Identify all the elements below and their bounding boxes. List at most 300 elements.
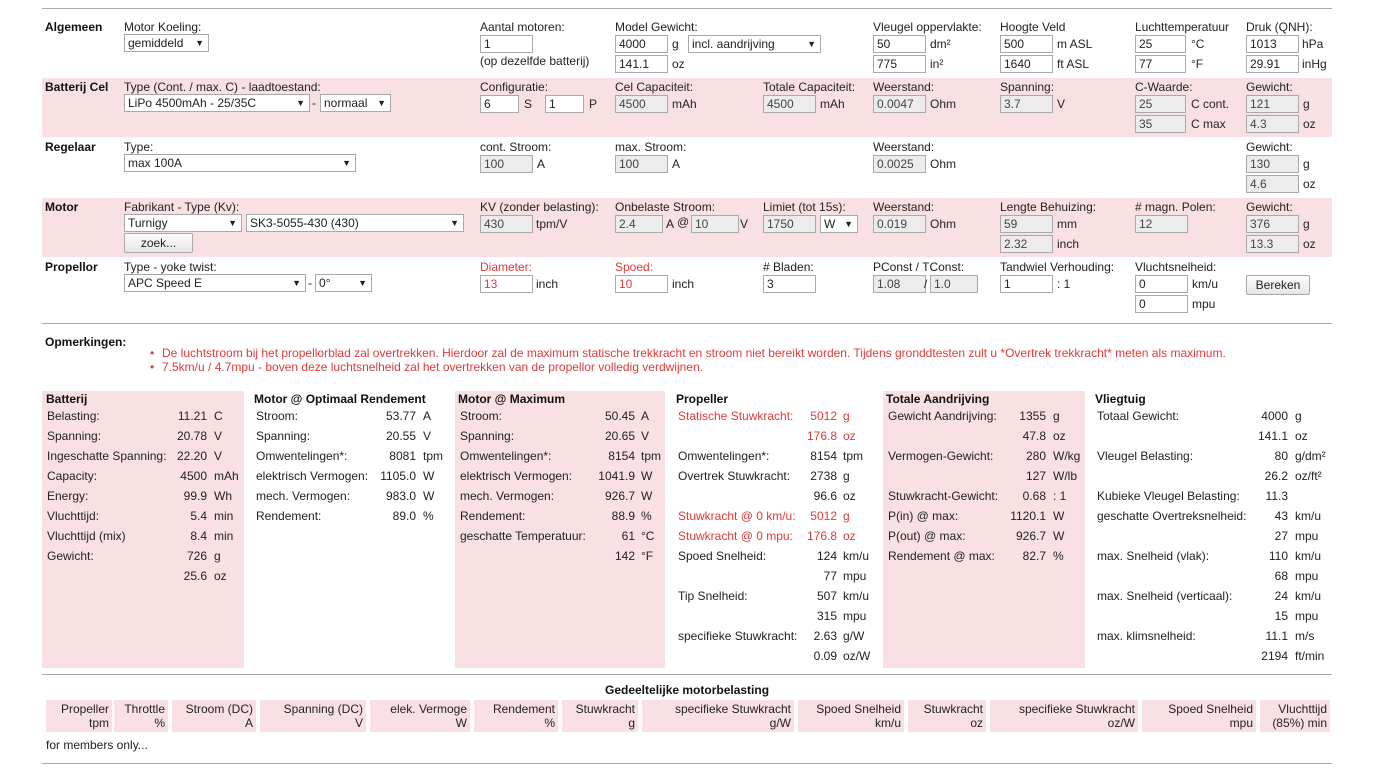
header-line-1: Stuwkracht bbox=[923, 702, 983, 716]
esc-cont-label: cont. Stroom: bbox=[480, 140, 552, 154]
header-line-1: specifieke Stuwkracht bbox=[1018, 702, 1135, 716]
prop-type-select[interactable]: APC Speed E ▼ bbox=[124, 274, 306, 292]
temp-c-input[interactable]: 25 bbox=[1135, 35, 1186, 53]
weight-mode-select[interactable]: incl. aandrijving ▼ bbox=[688, 35, 821, 53]
prop-type-label: Type - yoke twist: bbox=[124, 260, 217, 274]
result-unit: % bbox=[641, 509, 652, 523]
result-label: geschatte Overtreksnelheid: bbox=[1097, 509, 1247, 523]
header-line-2: V bbox=[354, 716, 363, 730]
length-label: Lengte Behuizing: bbox=[1000, 200, 1097, 214]
weight-g-unit: g bbox=[672, 37, 679, 51]
result-value: 110 bbox=[1268, 549, 1288, 563]
config-s-input[interactable]: 6 bbox=[480, 95, 519, 113]
result-value: 77 bbox=[823, 569, 837, 583]
partial-load-title: Gedeeltelijke motorbelasting bbox=[605, 683, 770, 697]
config-p-input[interactable]: 1 bbox=[545, 95, 584, 113]
esc-type-select[interactable]: max 100A ▼ bbox=[124, 154, 356, 172]
result-unit: km/u bbox=[1295, 509, 1322, 523]
esc-weight-g-unit: g bbox=[1303, 157, 1310, 171]
noload-v-field: 10 bbox=[691, 215, 739, 233]
table-header-cell bbox=[798, 700, 904, 732]
result-unit: W/lb bbox=[1053, 469, 1077, 483]
result-unit: g bbox=[843, 409, 850, 423]
esc-weight-oz-field: 4.6 bbox=[1246, 175, 1299, 193]
header-line-2: km/u bbox=[874, 716, 901, 730]
result-value: 5012 bbox=[810, 509, 837, 523]
motor-res-label: Weerstand: bbox=[873, 200, 935, 214]
tconst-field: 1.0 bbox=[930, 275, 978, 293]
cell-cap-unit: mAh bbox=[672, 97, 697, 111]
table-header-cell bbox=[1142, 700, 1256, 732]
pconst-slash: / bbox=[924, 277, 928, 291]
esc-weight-g-field: 130 bbox=[1246, 155, 1299, 173]
result-label: Totaal Gewicht: bbox=[1097, 409, 1180, 423]
result-value: 176.8 bbox=[806, 529, 837, 543]
esc-weight-label: Gewicht: bbox=[1246, 140, 1293, 154]
cell-cap-label: Cel Capaciteit: bbox=[615, 80, 694, 94]
result-value: 4000 bbox=[1261, 409, 1288, 423]
length-mm-field: 59 bbox=[1000, 215, 1053, 233]
result-unit: m/s bbox=[1295, 629, 1315, 643]
alt-m-input[interactable]: 500 bbox=[1000, 35, 1053, 53]
poles-label: # magn. Polen: bbox=[1135, 200, 1216, 214]
result-value: 5.4 bbox=[190, 509, 207, 523]
result-label: Gewicht Aandrijving: bbox=[888, 409, 997, 423]
result-label: elektrisch Vermogen: bbox=[256, 469, 369, 483]
battery-weight-g-unit: g bbox=[1303, 97, 1310, 111]
header-line-2: % bbox=[154, 716, 165, 730]
bottom-divider bbox=[42, 763, 1332, 764]
battery-volt-label: Spanning: bbox=[1000, 80, 1055, 94]
kv-label: KV (zonder belasting): bbox=[480, 200, 599, 214]
config-p-unit: P bbox=[589, 97, 598, 111]
esc-res-label: Weerstand: bbox=[873, 140, 935, 154]
flight-speed-kmh-input[interactable]: 0 bbox=[1135, 275, 1188, 293]
result-label: mech. Vermogen: bbox=[460, 489, 555, 503]
result-label: Stuwkracht @ 0 mpu: bbox=[678, 529, 793, 543]
result-value: 315 bbox=[816, 609, 837, 623]
result-label: Stroom: bbox=[460, 409, 503, 423]
temp-f-input[interactable]: 77 bbox=[1135, 55, 1186, 73]
header-line-2: oz bbox=[970, 716, 983, 730]
c-value-label: C-Waarde: bbox=[1135, 80, 1193, 94]
temp-label: Luchttemperatuur bbox=[1135, 20, 1230, 34]
result-label: max. klimsnelheid: bbox=[1097, 629, 1196, 643]
result-unit: g/dm² bbox=[1295, 449, 1326, 463]
diameter-unit: inch bbox=[536, 277, 559, 291]
result-label: max. Snelheid (vlak): bbox=[1097, 549, 1210, 563]
alt-label: Hoogte Veld bbox=[1000, 20, 1066, 34]
table-header-cell bbox=[562, 700, 638, 732]
result-value: 89.0 bbox=[392, 509, 416, 523]
esc-res-unit: Ohm bbox=[930, 157, 957, 171]
result-value: 53.77 bbox=[385, 409, 416, 423]
result-unit: V bbox=[214, 449, 223, 463]
result-label: Belasting: bbox=[47, 409, 100, 423]
table-header-cell bbox=[114, 700, 168, 732]
result-unit: km/u bbox=[843, 549, 870, 563]
pitch-unit: inch bbox=[672, 277, 695, 291]
motor-res-field: 0.019 bbox=[873, 215, 926, 233]
result-label: Kubieke Vleugel Belasting: bbox=[1097, 489, 1240, 503]
result-value: 141.1 bbox=[1257, 429, 1288, 443]
config-s-unit: S bbox=[524, 97, 533, 111]
chevron-down-icon: ▼ bbox=[450, 218, 459, 228]
section-esc: Regelaar bbox=[45, 140, 96, 154]
result-unit: oz/ft² bbox=[1295, 469, 1322, 483]
battery-type-select[interactable]: LiPo 4500mAh - 25/35C ▼ bbox=[124, 94, 310, 112]
noload-a-field: 2.4 bbox=[615, 215, 663, 233]
header-line-1: Spanning (DC) bbox=[283, 702, 363, 716]
result-value: 27 bbox=[1274, 529, 1288, 543]
press-inhg-input[interactable]: 29.91 bbox=[1246, 55, 1299, 73]
result-unit: W bbox=[423, 469, 435, 483]
c-max-field: 35 bbox=[1135, 115, 1186, 133]
result-unit: min bbox=[214, 529, 234, 543]
result-label: Vluchttijd (mix) bbox=[47, 529, 126, 543]
blades-label: # Bladen: bbox=[763, 260, 814, 274]
table-header-cell bbox=[46, 700, 112, 732]
remarks-label: Opmerkingen: bbox=[45, 335, 127, 349]
result-value: 8154 bbox=[810, 449, 837, 463]
result-value: 22.20 bbox=[176, 449, 207, 463]
result-unit: oz bbox=[1295, 429, 1308, 443]
motors-input[interactable]: 1 bbox=[480, 35, 533, 53]
result-value: 99.9 bbox=[183, 489, 207, 503]
result-unit: km/u bbox=[843, 589, 870, 603]
press-inhg-unit: inHg bbox=[1302, 57, 1327, 71]
table-header-cell bbox=[990, 700, 1138, 732]
result-label: Omwentelingen*: bbox=[678, 449, 770, 463]
result-value: 4500 bbox=[180, 469, 207, 483]
flight-speed-kmh-unit: km/u bbox=[1192, 277, 1219, 291]
result-value: 47.8 bbox=[1022, 429, 1046, 443]
gear-unit: : 1 bbox=[1057, 277, 1071, 291]
result-value: 1120.1 bbox=[1010, 509, 1046, 523]
result-label: Vermogen-Gewicht: bbox=[888, 449, 994, 463]
alt-ft-unit: ft ASL bbox=[1057, 57, 1090, 71]
result-value: 8.4 bbox=[190, 529, 207, 543]
table-divider bbox=[42, 674, 1332, 675]
result-value: 26.2 bbox=[1264, 469, 1288, 483]
temp-c-unit: °C bbox=[1191, 37, 1205, 51]
esc-type-label: Type: bbox=[124, 140, 154, 154]
result-label: Omwentelingen*: bbox=[460, 449, 552, 463]
chevron-down-icon: ▼ bbox=[377, 98, 386, 108]
result-unit: mpu bbox=[843, 609, 867, 623]
result-label: Capacity: bbox=[47, 469, 98, 483]
result-value: 50.45 bbox=[604, 409, 635, 423]
result-title-propeller: Propeller bbox=[676, 392, 729, 406]
result-unit: oz bbox=[1053, 429, 1066, 443]
result-label: Rendement @ max: bbox=[888, 549, 995, 563]
result-unit: °C bbox=[641, 529, 655, 543]
result-unit: tpm bbox=[423, 449, 444, 463]
result-unit: g/W bbox=[843, 629, 865, 643]
calculate-button[interactable]: Bereken bbox=[1246, 275, 1310, 295]
members-note: for members only... bbox=[46, 738, 148, 752]
result-value: 926.7 bbox=[604, 489, 635, 503]
motor-model-select[interactable]: SK3-5055-430 (430) ▼ bbox=[246, 214, 464, 232]
chevron-down-icon: ▼ bbox=[358, 278, 367, 288]
header-line-1: Vluchttijd bbox=[1278, 702, 1327, 716]
result-label: Tip Snelheid: bbox=[678, 589, 748, 603]
result-unit: mpu bbox=[1295, 609, 1319, 623]
kv-field: 430 bbox=[480, 215, 533, 233]
result-unit: W/kg bbox=[1053, 449, 1081, 463]
result-unit: W bbox=[641, 489, 653, 503]
result-label: Spoed Snelheid: bbox=[678, 549, 767, 563]
press-hpa-unit: hPa bbox=[1302, 37, 1324, 51]
result-unit: mAh bbox=[214, 469, 239, 483]
result-unit: oz/W bbox=[843, 649, 871, 663]
limit-field: 1750 bbox=[763, 215, 816, 233]
result-unit: g bbox=[1053, 409, 1060, 423]
battery-weight-g-field: 121 bbox=[1246, 95, 1299, 113]
esc-cont-field: 100 bbox=[480, 155, 533, 173]
header-line-2: g/W bbox=[769, 716, 791, 730]
motors-note: (op dezelfde batterij) bbox=[480, 54, 590, 68]
table-header-cell bbox=[260, 700, 366, 732]
battery-res-field: 0.0047 bbox=[873, 95, 926, 113]
result-value: 5012 bbox=[810, 409, 837, 423]
header-line-2: tpm bbox=[88, 716, 109, 730]
result-value: 1041.9 bbox=[598, 469, 635, 483]
esc-res-field: 0.0025 bbox=[873, 155, 926, 173]
result-title-plane: Vliegtuig bbox=[1095, 392, 1146, 406]
result-unit: tpm bbox=[843, 449, 864, 463]
result-label: Omwentelingen*: bbox=[256, 449, 348, 463]
chevron-down-icon: ▼ bbox=[228, 218, 237, 228]
result-value: 96.6 bbox=[813, 489, 837, 503]
motor-weight-oz-field: 13.3 bbox=[1246, 235, 1299, 253]
battery-type-label: Type (Cont. / max. C) - laadtoestand: bbox=[124, 80, 321, 94]
result-label: Vluchttijd: bbox=[47, 509, 100, 523]
gear-input[interactable]: 1 bbox=[1000, 275, 1053, 293]
result-label: Rendement: bbox=[460, 509, 526, 523]
total-cap-field: 4500 bbox=[763, 95, 816, 113]
temp-f-unit: °F bbox=[1191, 57, 1204, 71]
blades-input[interactable]: 3 bbox=[763, 275, 816, 293]
result-value: 0.09 bbox=[813, 649, 837, 663]
result-value: 11.21 bbox=[177, 409, 207, 423]
header-line-2: g bbox=[628, 716, 635, 730]
remark-item: • De luchtstroom bij het propellorblad zal overtrekken. Hierdoor zal de maximum statische trekkracht en stroom niet bereikt worden. Tijdens gronddtesten zult u *Overtrek trekkracht* meten als maximum. bbox=[162, 346, 1226, 360]
chevron-down-icon: ▼ bbox=[844, 219, 853, 229]
cooling-select[interactable]: gemiddeld ▼ bbox=[124, 34, 209, 52]
result-unit: oz bbox=[214, 569, 227, 583]
result-value: 127 bbox=[1025, 469, 1046, 483]
weight-oz-input[interactable]: 141.1 bbox=[615, 55, 668, 73]
header-line-1: Propeller bbox=[60, 702, 109, 716]
result-unit: min bbox=[214, 509, 234, 523]
result-value: 1105.0 bbox=[380, 469, 416, 483]
result-unit: W bbox=[1053, 529, 1065, 543]
section-general: Algemeen bbox=[45, 20, 103, 34]
wing-in2-unit: in² bbox=[930, 57, 944, 71]
result-title-motor-opt: Motor @ Optimaal Rendement bbox=[254, 392, 426, 406]
mid-divider bbox=[42, 323, 1332, 324]
battery-res-unit: Ohm bbox=[930, 97, 957, 111]
result-unit: % bbox=[1053, 549, 1064, 563]
result-label: elektrisch Vermogen: bbox=[460, 469, 573, 483]
limit-unit-select[interactable]: W ▼ bbox=[820, 215, 858, 233]
result-value: 43 bbox=[1274, 509, 1288, 523]
motor-search-button[interactable]: zoek... bbox=[124, 233, 193, 253]
result-label: Gewicht: bbox=[47, 549, 94, 563]
result-unit: V bbox=[214, 429, 223, 443]
result-value: 61 bbox=[621, 529, 635, 543]
result-value: 82.7 bbox=[1022, 549, 1046, 563]
result-title-drive: Totale Aandrijving bbox=[886, 392, 990, 406]
total-cap-unit: mAh bbox=[820, 97, 845, 111]
result-unit: tpm bbox=[641, 449, 662, 463]
chevron-down-icon: ▼ bbox=[195, 38, 204, 48]
battery-weight-oz-field: 4.3 bbox=[1246, 115, 1299, 133]
noload-at: @ bbox=[677, 215, 690, 229]
weight-g-input[interactable]: 4000 bbox=[615, 35, 668, 53]
result-unit: V bbox=[423, 429, 432, 443]
result-value: 124 bbox=[816, 549, 837, 563]
chevron-down-icon: ▼ bbox=[296, 98, 305, 108]
remark-item: • 7.5km/u / 4.7mpu - boven deze luchtsnelheid zal het overtrekken van de propellor volledig verdwijnen. bbox=[162, 360, 1226, 374]
noload-a-unit: A bbox=[666, 217, 675, 231]
prop-twist-select[interactable]: 0° ▼ bbox=[315, 274, 372, 292]
result-title-motor-max: Motor @ Maximum bbox=[458, 392, 566, 406]
result-unit: A bbox=[423, 409, 432, 423]
header-line-1: Stroom (DC) bbox=[185, 702, 253, 716]
battery-res-label: Weerstand: bbox=[873, 80, 935, 94]
result-value: 926.7 bbox=[1015, 529, 1046, 543]
result-value: 1355 bbox=[1019, 409, 1046, 423]
result-label: specifieke Stuwkracht: bbox=[678, 629, 798, 643]
pconst-label: PConst / TConst: bbox=[873, 260, 965, 274]
battery-state-select[interactable]: normaal ▼ bbox=[320, 94, 391, 112]
header-line-1: Spoed Snelheid bbox=[1168, 702, 1253, 716]
battery-weight-label: Gewicht: bbox=[1246, 80, 1293, 94]
prop-dash: - bbox=[308, 276, 312, 290]
result-unit: °F bbox=[641, 549, 654, 563]
wing-dm2-unit: dm² bbox=[930, 37, 951, 51]
chevron-down-icon: ▼ bbox=[292, 278, 301, 288]
result-value: 15 bbox=[1274, 609, 1288, 623]
result-unit: oz bbox=[843, 489, 856, 503]
result-value: 280 bbox=[1025, 449, 1046, 463]
weight-label: Model Gewicht: bbox=[615, 20, 698, 34]
noload-v-unit: V bbox=[740, 217, 749, 231]
result-value: 8081 bbox=[389, 449, 416, 463]
result-value: 8154 bbox=[608, 449, 635, 463]
result-value: 507 bbox=[816, 589, 837, 603]
total-cap-label: Totale Capaciteit: bbox=[763, 80, 856, 94]
result-unit: W bbox=[1053, 509, 1065, 523]
chevron-down-icon: ▼ bbox=[807, 39, 816, 49]
result-value: 0.68 bbox=[1022, 489, 1046, 503]
result-label: mech. Vermogen: bbox=[256, 489, 351, 503]
result-value: 20.78 bbox=[176, 429, 207, 443]
result-unit: ft/min bbox=[1295, 649, 1325, 663]
result-unit: oz bbox=[843, 429, 856, 443]
table-header-cell bbox=[908, 700, 986, 732]
result-label: Energy: bbox=[47, 489, 89, 503]
result-label: geschatte Temperatuur: bbox=[460, 529, 586, 543]
result-value: 24 bbox=[1274, 589, 1288, 603]
header-line-1: Spoed Snelheid bbox=[816, 702, 901, 716]
alt-m-unit: m ASL bbox=[1057, 37, 1093, 51]
result-unit: C bbox=[214, 409, 223, 423]
result-value: 20.65 bbox=[604, 429, 635, 443]
result-label: P(in) @ max: bbox=[888, 509, 959, 523]
result-label: Overtrek Stuwkracht: bbox=[678, 469, 791, 483]
c-cont-field: 25 bbox=[1135, 95, 1186, 113]
noload-label: Onbelaste Stroom: bbox=[615, 200, 716, 214]
esc-max-field: 100 bbox=[615, 155, 668, 173]
section-battery: Batterij Cel bbox=[45, 80, 109, 94]
c-max-unit: C max bbox=[1191, 117, 1226, 131]
header-line-1: Throttle bbox=[124, 702, 165, 716]
wing-dm2-input[interactable]: 50 bbox=[873, 35, 926, 53]
length-in-unit: inch bbox=[1057, 237, 1080, 251]
header-line-2: A bbox=[244, 716, 253, 730]
result-label: Rendement: bbox=[256, 509, 322, 523]
motor-weight-label: Gewicht: bbox=[1246, 200, 1293, 214]
press-hpa-input[interactable]: 1013 bbox=[1246, 35, 1299, 53]
result-unit: oz bbox=[843, 529, 856, 543]
wing-in2-input[interactable]: 775 bbox=[873, 55, 926, 73]
battery-volt-unit: V bbox=[1057, 97, 1066, 111]
pconst-field: 1.08 bbox=[873, 275, 926, 293]
result-unit: mpu bbox=[1295, 569, 1319, 583]
poles-field: 12 bbox=[1135, 215, 1188, 233]
result-unit: A bbox=[641, 409, 650, 423]
result-unit: mpu bbox=[1295, 529, 1319, 543]
result-value: 983.0 bbox=[385, 489, 416, 503]
flight-speed-label: Vluchtsnelheid: bbox=[1135, 260, 1217, 274]
section-propeller: Propellor bbox=[45, 260, 98, 274]
header-line-1: elek. Vermoge bbox=[390, 702, 467, 716]
motor-manufacturer-select[interactable]: Turnigy ▼ bbox=[124, 214, 242, 232]
result-unit: g bbox=[1295, 409, 1302, 423]
header-line-2: oz/W bbox=[1107, 716, 1135, 730]
table-header-cell bbox=[642, 700, 794, 732]
battery-dash: - bbox=[312, 96, 316, 110]
table-header-cell bbox=[172, 700, 256, 732]
alt-ft-input[interactable]: 1640 bbox=[1000, 55, 1053, 73]
result-unit: W bbox=[423, 489, 435, 503]
result-unit: V bbox=[641, 429, 650, 443]
c-cont-unit: C cont. bbox=[1191, 97, 1230, 111]
length-in-field: 2.32 bbox=[1000, 235, 1053, 253]
result-unit: km/u bbox=[1295, 589, 1322, 603]
result-unit: W bbox=[641, 469, 653, 483]
result-label: Spanning: bbox=[256, 429, 311, 443]
motor-weight-g-field: 376 bbox=[1246, 215, 1299, 233]
result-value: 11.3 bbox=[1265, 489, 1288, 503]
result-value: 88.9 bbox=[611, 509, 635, 523]
pitch-label: Spoed: bbox=[615, 260, 654, 274]
result-value: 25.6 bbox=[183, 569, 207, 583]
result-label: P(out) @ max: bbox=[888, 529, 966, 543]
flight-speed-mph-input[interactable]: 0 bbox=[1135, 295, 1188, 313]
pitch-input[interactable]: 10 bbox=[615, 275, 668, 293]
diameter-input[interactable]: 13 bbox=[480, 275, 533, 293]
wing-label: Vleugel oppervlakte: bbox=[873, 20, 982, 34]
result-unit: % bbox=[423, 509, 434, 523]
result-value: 11.1 bbox=[1265, 629, 1288, 643]
result-label: Vleugel Belasting: bbox=[1097, 449, 1194, 463]
motor-type-label: Fabrikant - Type (Kv): bbox=[124, 200, 240, 214]
result-value: 176.8 bbox=[806, 429, 837, 443]
